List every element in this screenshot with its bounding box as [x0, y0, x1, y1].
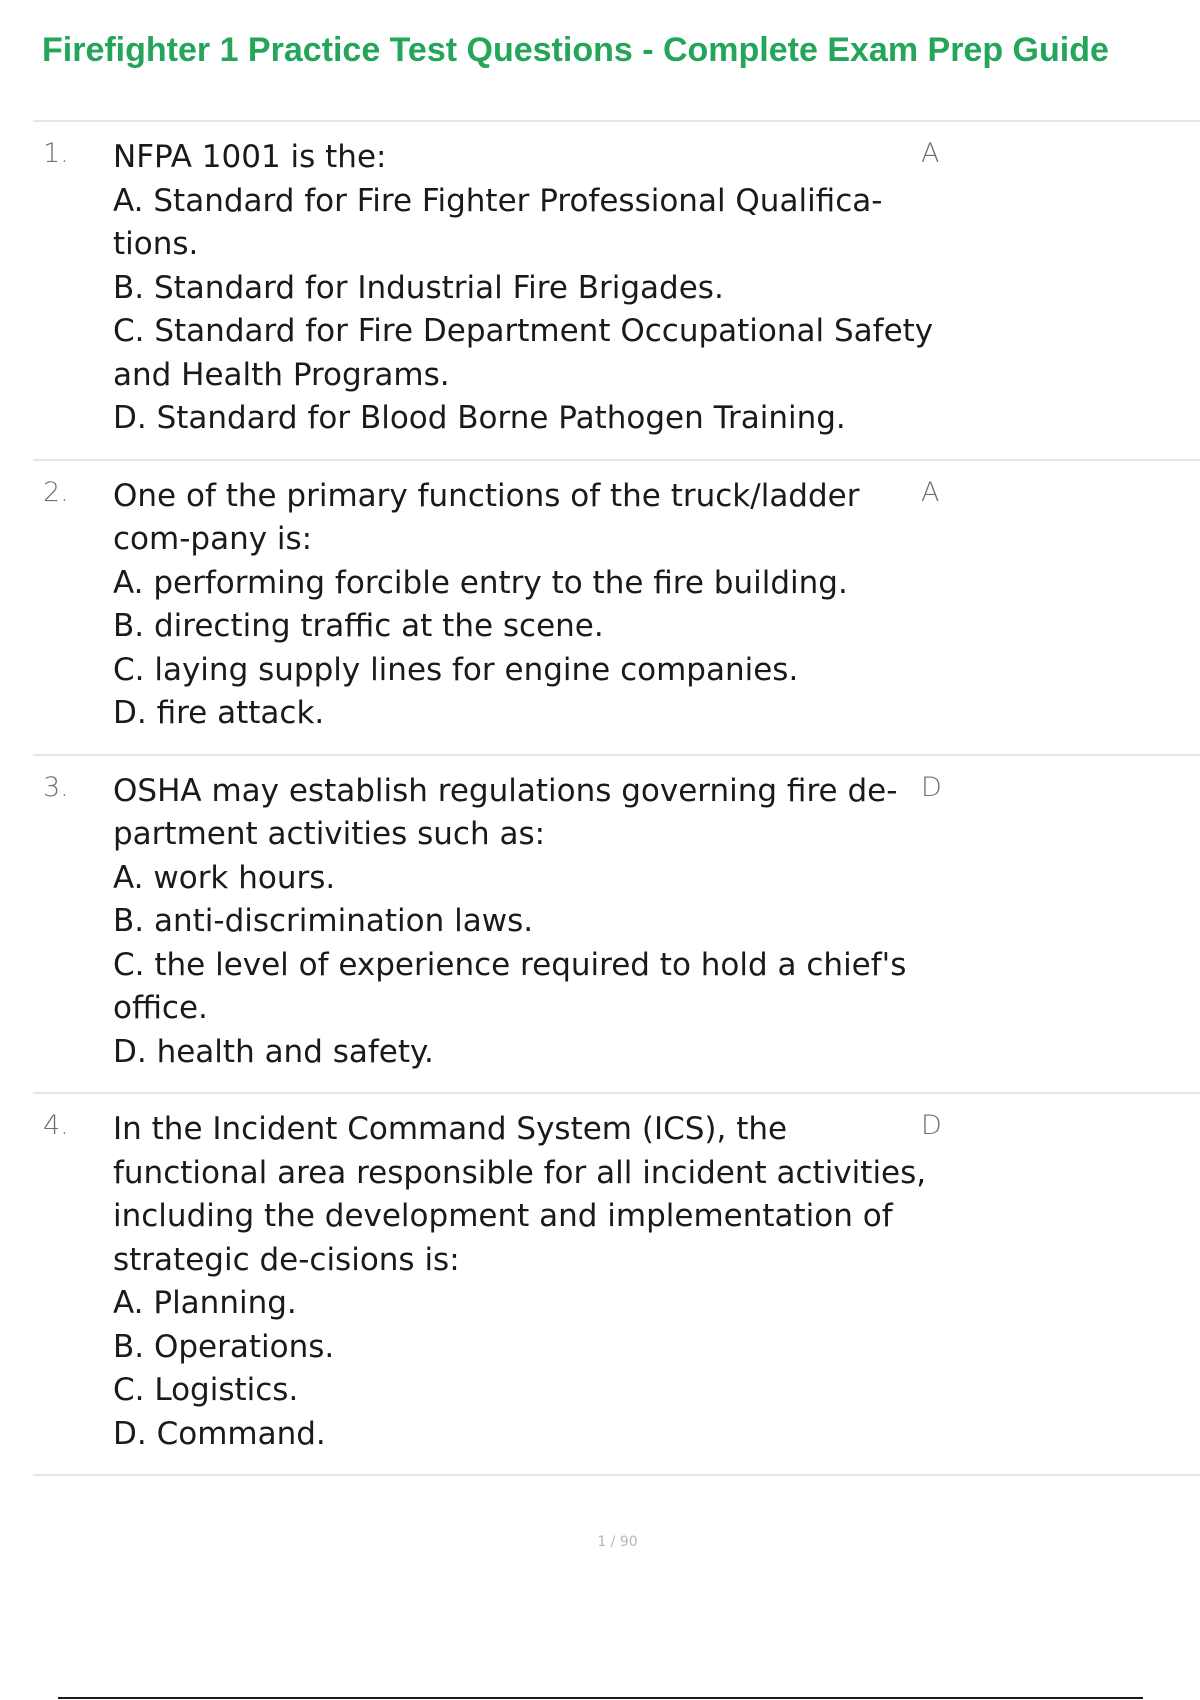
question-text: One of the primary functions of the truck/ladder com-pany is:: [113, 477, 860, 557]
page-bottom-divider: [58, 1697, 1143, 1699]
question-body: [113, 1108, 943, 1456]
option-d: D. Standard for Blood Borne Pathogen Training.: [113, 400, 846, 436]
question-text: NFPA 1001 is the:: [113, 139, 387, 175]
option-a: A. performing forcible entry to the fire building.: [113, 564, 848, 601]
option-a: A. Planning.: [113, 1285, 297, 1321]
question-number: 1.: [43, 138, 69, 169]
option-c: C. laying supply lines for engine companies.: [113, 651, 799, 688]
answer-key: D: [921, 1110, 942, 1141]
answer-key: D: [921, 771, 942, 803]
question-row: [33, 461, 1200, 756]
question-row: [33, 122, 1200, 461]
option-c: C. the level of experience required to hold a chief's office.: [113, 946, 907, 1026]
question-body: [113, 475, 943, 736]
question-number: 3.: [43, 771, 69, 803]
option-b: B. Standard for Industrial Fire Brigades.: [113, 269, 724, 306]
option-b: B. directing traffic at the scene.: [113, 608, 604, 644]
option-b: B. anti-discrimination laws.: [113, 903, 534, 939]
option-a: A. work hours.: [113, 859, 336, 896]
option-c: C. Logistics.: [113, 1372, 299, 1408]
question-row: [33, 756, 1200, 1095]
option-a: A. Standard for Fire Fighter Professional Qualifica-tions.: [113, 182, 883, 262]
question-body: [113, 770, 943, 1075]
option-d: D. fire attack.: [113, 695, 325, 731]
option-d: D. Command.: [113, 1415, 326, 1452]
answer-key: A: [921, 476, 940, 508]
document-title: Firefighter 1 Practice Test Questions - Complete Exam Prep Guide: [42, 31, 1109, 69]
page-number: 1 / 90: [597, 1534, 638, 1550]
question-list: [33, 120, 1200, 1476]
question-text: OSHA may establish regulations governing fire de-partment activities such as:: [113, 772, 898, 852]
option-d: D. health and safety.: [113, 1033, 434, 1070]
question-row: [33, 1094, 1200, 1476]
option-b: B. Operations.: [113, 1328, 335, 1365]
question-text: In the Incident Command System (ICS), the functional area responsible for all incident activities, including the development and implementation of strategic de-cisions is:: [113, 1111, 927, 1278]
question-number: 2.: [43, 476, 69, 508]
answer-key: A: [921, 138, 940, 169]
question-body: [113, 136, 943, 441]
option-c: C. Standard for Fire Department Occupational Safety and Health Programs.: [113, 313, 934, 393]
question-number: 4.: [43, 1110, 69, 1141]
